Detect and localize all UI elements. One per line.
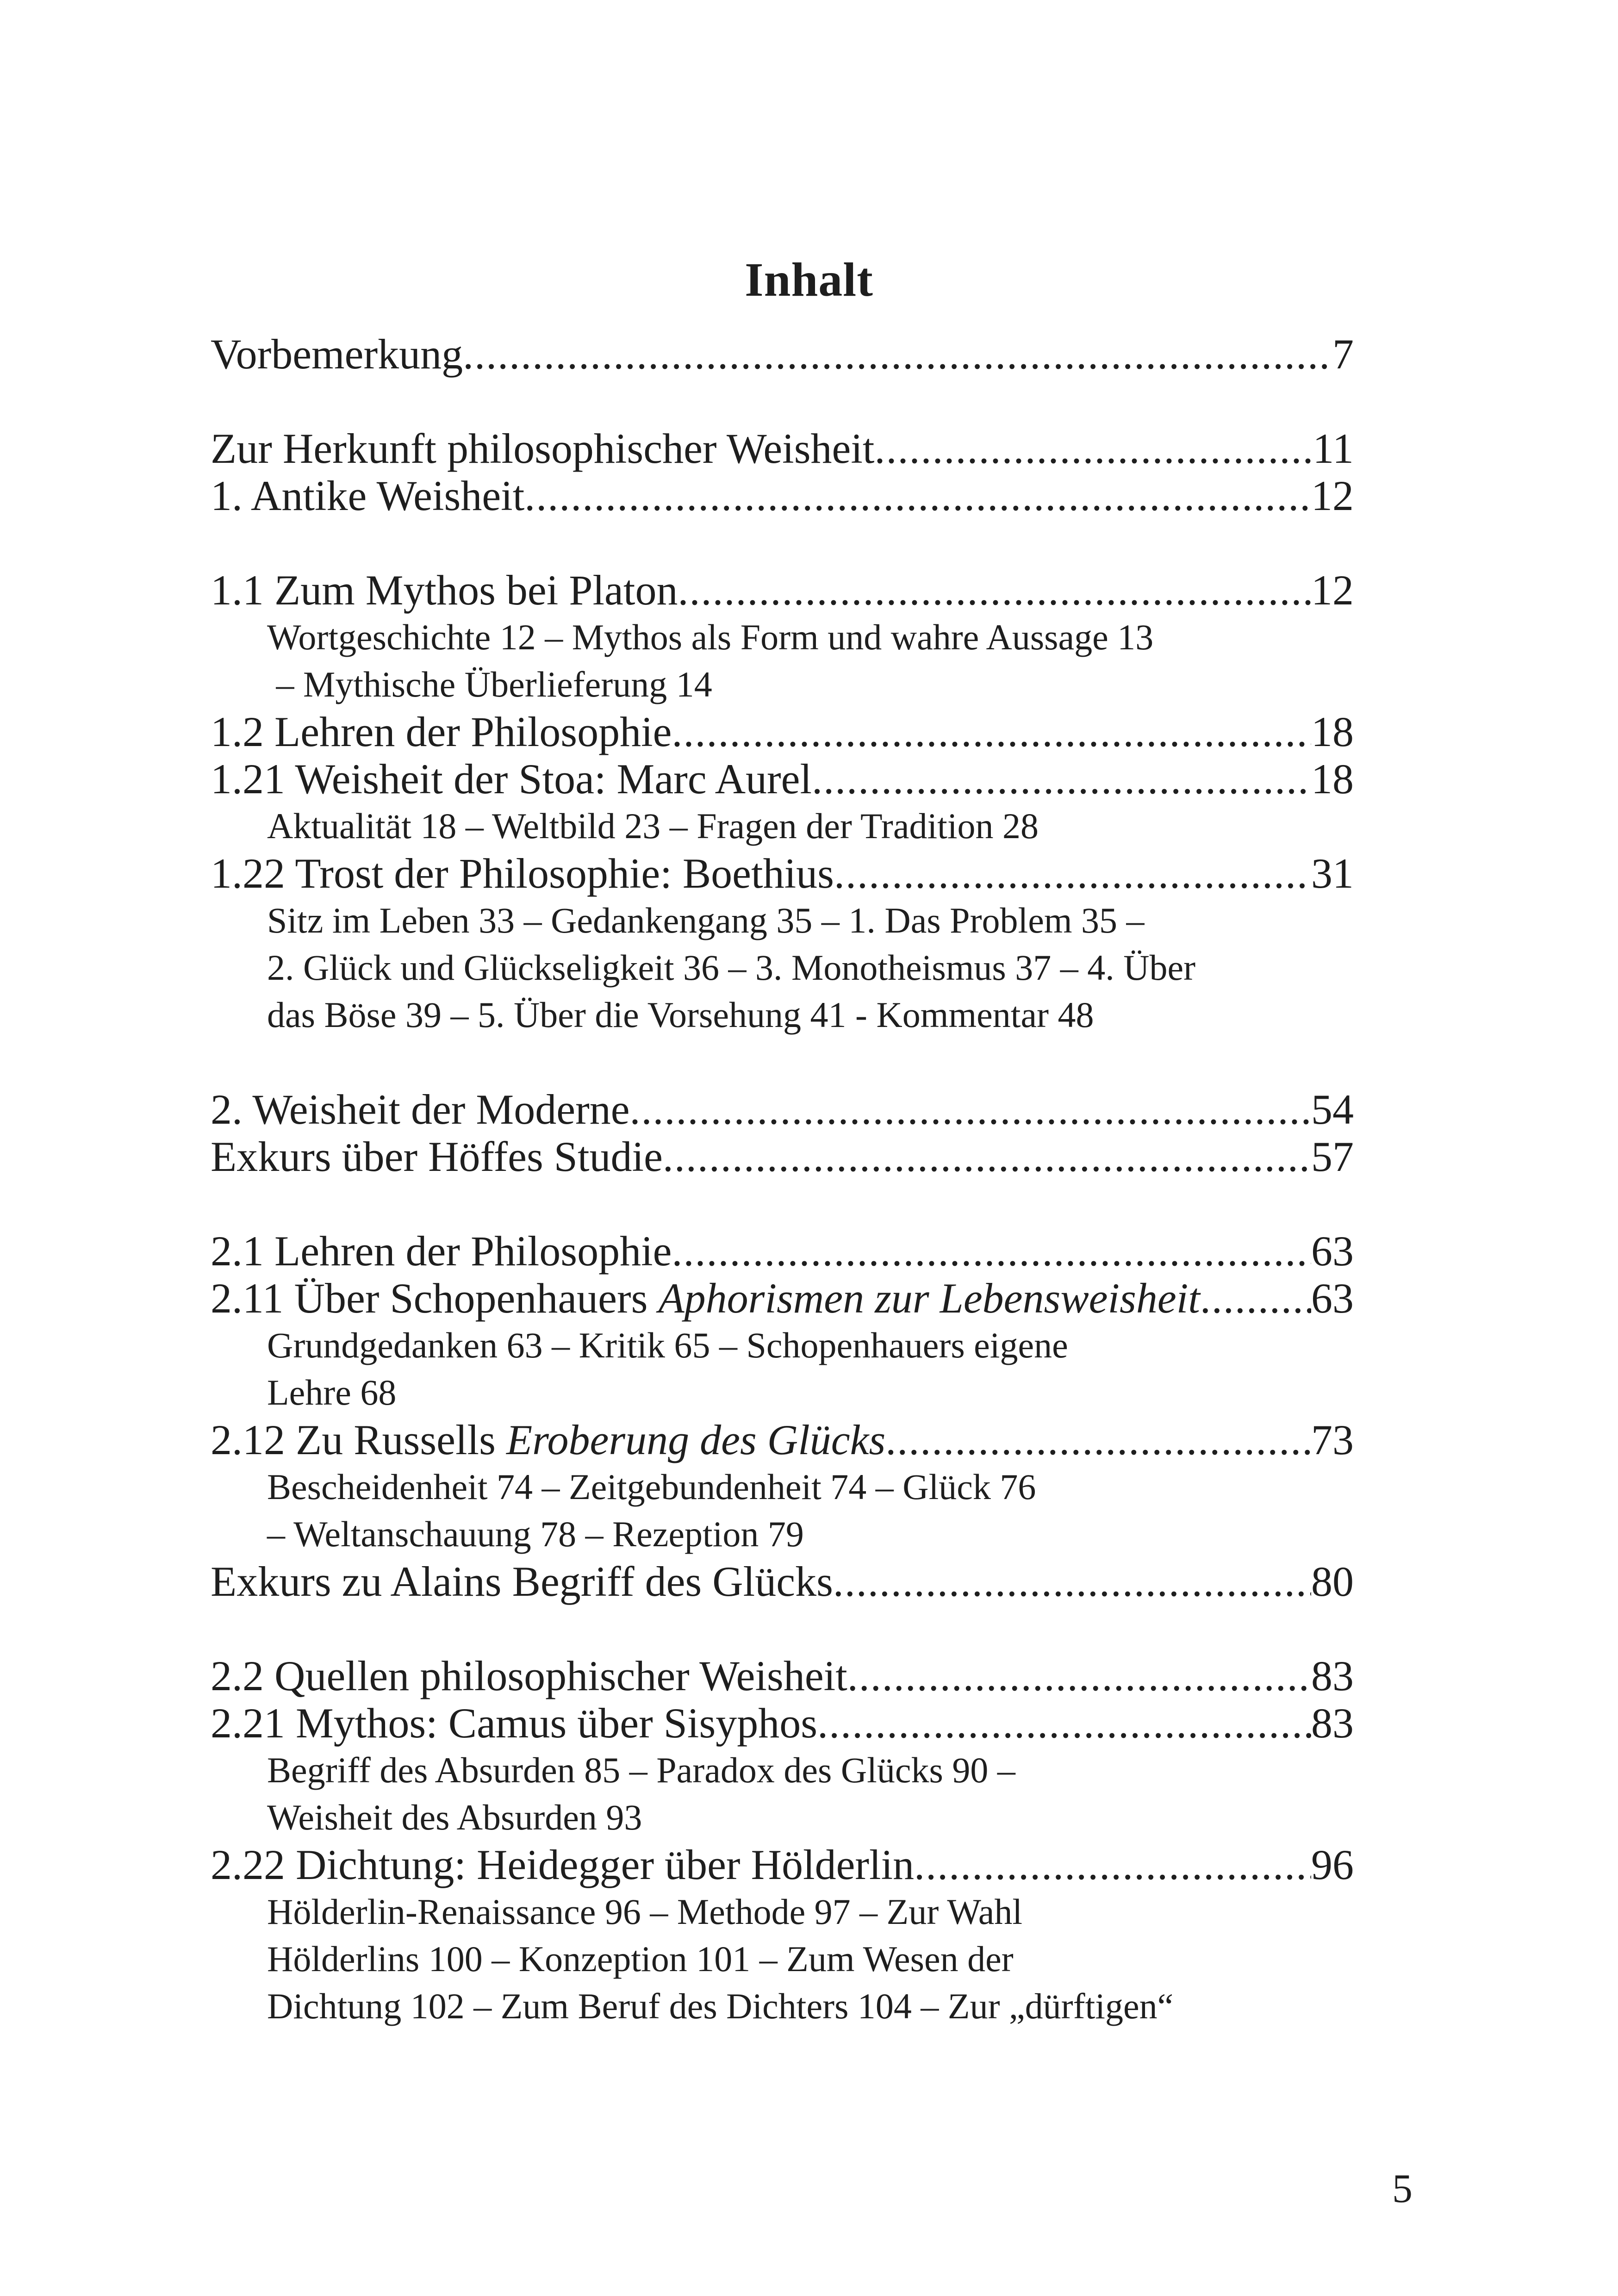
toc-subentry-line: Dichtung 102 – Zum Beruf des Dichters 104 – Zur „dürftigen“ xyxy=(267,1986,1174,2026)
toc-entry xyxy=(211,472,1354,519)
toc-entry-label: Exkurs zu Alains Begriff des Glücks xyxy=(211,1558,833,1605)
dot-leader xyxy=(463,330,1332,378)
toc-subentry-line: Sitz im Leben 33 – Gedankengang 35 – 1. Das Problem 35 – xyxy=(267,900,1145,940)
toc-entry-page: 12 xyxy=(1311,566,1354,614)
toc-entry-work-title: Aphorismen zur Lebensweisheit xyxy=(658,1275,1200,1322)
toc-entry-page: 7 xyxy=(1332,330,1354,378)
toc-entry xyxy=(211,708,1354,755)
toc-entry-page: 18 xyxy=(1311,755,1354,803)
toc-subentry-line: Aktualität 18 – Weltbild 23 – Fragen der Tradition 28 xyxy=(267,806,1039,846)
toc-entry xyxy=(211,1699,1354,1747)
dot-leader xyxy=(875,425,1313,472)
toc-subentry-line: – Weltanschauung 78 – Rezeption 79 xyxy=(267,1514,804,1554)
toc-subentry-line: Begriff des Absurden 85 – Paradox des Glücks 90 – xyxy=(267,1750,1015,1790)
toc-entry xyxy=(211,1652,1354,1699)
dot-leader xyxy=(663,1133,1311,1180)
toc-subentry-line: Lehre 68 xyxy=(267,1372,397,1412)
toc-entry-page: 31 xyxy=(1311,850,1354,897)
section-gap xyxy=(211,378,1354,425)
toc-entry-label-prefix: 2.11 Über Schopenhauers xyxy=(211,1275,659,1322)
toc-entry-label: 2.22 Dichtung: Heidegger über Hölderlin xyxy=(211,1841,915,1888)
toc-subentry-line: Bescheidenheit 74 – Zeitgebundenheit 74 – Glück 76 xyxy=(267,1467,1036,1507)
dot-leader xyxy=(678,566,1311,614)
toc-entry-label: Vorbemerkung xyxy=(211,330,463,378)
toc-entry-label xyxy=(211,1416,885,1463)
toc-subentry-line: das Böse 39 – 5. Über die Vorsehung 41 - Kommentar 48 xyxy=(267,995,1094,1035)
page-number: 5 xyxy=(1392,2166,1413,2211)
toc-subentry-line: Hölderlin-Renaissance 96 – Methode 97 – Zur Wahl xyxy=(267,1892,1023,1932)
toc-entry-label: 2. Weisheit der Moderne xyxy=(211,1086,630,1133)
toc-entry-label xyxy=(211,1275,1200,1322)
dot-leader xyxy=(833,1558,1311,1605)
toc-entry xyxy=(211,425,1354,472)
toc-entry-label: 2.21 Mythos: Camus über Sisyphos xyxy=(211,1699,818,1747)
dot-leader xyxy=(630,1086,1311,1133)
toc-entry-label: 1.22 Trost der Philosophie: Boethius xyxy=(211,850,834,897)
toc-entry-page: 12 xyxy=(1311,472,1354,519)
toc-entry-page: 83 xyxy=(1311,1699,1354,1747)
toc-subentry-line: Weisheit des Absurden 93 xyxy=(267,1797,642,1837)
toc-subentry-line: Grundgedanken 63 – Kritik 65 – Schopenhauers eigene xyxy=(267,1325,1068,1365)
toc-entry xyxy=(211,330,1354,378)
dot-leader xyxy=(672,708,1311,755)
dot-leader xyxy=(847,1652,1311,1699)
toc-entry-label: 1.21 Weisheit der Stoa: Marc Aurel xyxy=(211,755,812,803)
toc-entry-page: 54 xyxy=(1311,1086,1354,1133)
table-of-contents xyxy=(211,330,1354,2030)
toc-entry-page: 57 xyxy=(1311,1133,1354,1180)
toc-entry xyxy=(211,1416,1354,1463)
toc-entry xyxy=(211,1841,1354,1888)
toc-entry xyxy=(211,1558,1354,1605)
page-title: Inhalt xyxy=(745,253,873,306)
dot-leader xyxy=(885,1416,1311,1463)
toc-entry-label: 2.2 Quellen philosophischer Weisheit xyxy=(211,1652,847,1699)
toc-subentry-line: Hölderlins 100 – Konzeption 101 – Zum Wesen der xyxy=(267,1939,1014,1979)
toc-entry-label: Exkurs über Höffes Studie xyxy=(211,1133,663,1180)
section-gap xyxy=(211,519,1354,566)
toc-entry-page: 83 xyxy=(1311,1652,1354,1699)
section-gap xyxy=(211,1180,1354,1227)
toc-entry-label: 1.2 Lehren der Philosophie xyxy=(211,708,672,755)
toc-entry xyxy=(211,1227,1354,1275)
toc-entry-page: 63 xyxy=(1311,1275,1354,1322)
toc-entry-label: 1. Antike Weisheit xyxy=(211,472,525,519)
toc-entry-label: Zur Herkunft philosophischer Weisheit xyxy=(211,425,875,472)
toc-subentry-line: 2. Glück und Glückseligkeit 36 – 3. Monotheismus 37 – 4. Über xyxy=(267,947,1196,988)
dot-leader xyxy=(834,850,1311,897)
toc-entry xyxy=(211,1086,1354,1133)
toc-entry-page: 80 xyxy=(1311,1558,1354,1605)
toc-subentry-line: Wortgeschichte 12 – Mythos als Form und wahre Aussage 13 xyxy=(267,617,1154,657)
toc-entry-label: 1.1 Zum Mythos bei Platon xyxy=(211,566,678,614)
toc-entry-page: 63 xyxy=(1311,1227,1354,1275)
toc-entry-page: 18 xyxy=(1311,708,1354,755)
toc-entry xyxy=(211,1133,1354,1180)
toc-entry xyxy=(211,1275,1354,1322)
toc-entry xyxy=(211,566,1354,614)
toc-entry-label: 2.1 Lehren der Philosophie xyxy=(211,1227,672,1275)
dot-leader xyxy=(812,755,1311,803)
toc-entry xyxy=(211,850,1354,897)
toc-entry-work-title: Eroberung des Glücks xyxy=(506,1416,886,1463)
section-gap xyxy=(211,1039,1354,1086)
dot-leader xyxy=(524,472,1311,519)
toc-entry-page: 11 xyxy=(1313,425,1354,472)
section-gap xyxy=(211,1605,1354,1652)
dot-leader xyxy=(817,1699,1311,1747)
dot-leader xyxy=(914,1841,1311,1888)
dot-leader xyxy=(672,1227,1311,1275)
toc-entry-page: 73 xyxy=(1311,1416,1354,1463)
toc-subentry-line: – Mythische Überlieferung 14 xyxy=(267,664,712,704)
dot-leader xyxy=(1200,1275,1311,1322)
toc-entry xyxy=(211,755,1354,803)
toc-entry-label-prefix: 2.12 Zu Russells xyxy=(211,1416,506,1463)
toc-entry-page: 96 xyxy=(1311,1841,1354,1888)
